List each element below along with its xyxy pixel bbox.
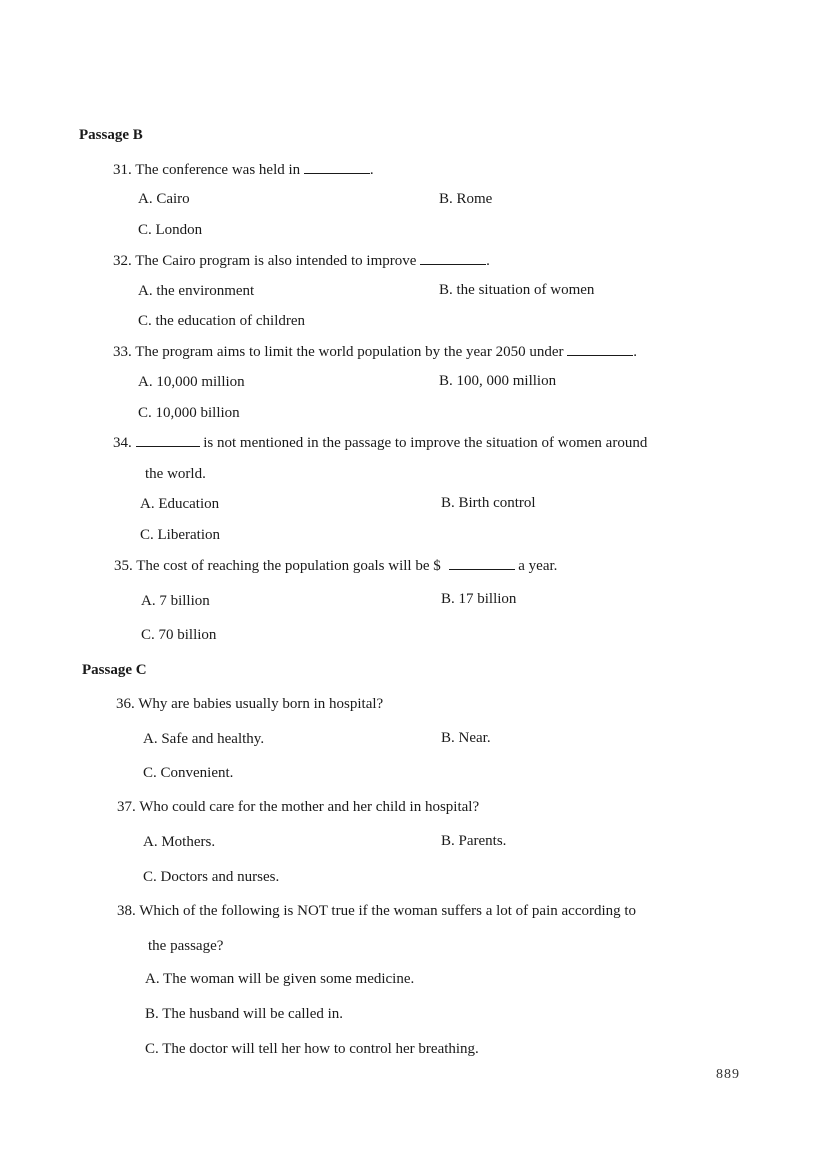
- option-36-b: B. Near.: [441, 730, 491, 746]
- question-36-stem: [116, 696, 383, 713]
- option-32-a: A. the environment: [138, 283, 255, 299]
- page-number: 889: [716, 1067, 740, 1082]
- question-32-stem: [113, 252, 490, 270]
- question-text: Who could care for the mother and her child in hospital?: [139, 799, 480, 815]
- option-33-c: C. 10,000 billion: [138, 405, 240, 421]
- question-35-stem: [114, 557, 557, 575]
- question-text-end: a year.: [518, 558, 558, 574]
- option-37-b: B. Parents.: [441, 833, 507, 849]
- question-number: 38.: [117, 903, 136, 919]
- answer-blank: [449, 557, 515, 570]
- question-number: 33.: [113, 344, 132, 360]
- option-34-a: A. Education: [140, 496, 220, 512]
- question-text: Why are babies usually born in hospital?: [138, 696, 384, 712]
- option-35-a: A. 7 billion: [141, 593, 210, 609]
- option-35-c: C. 70 billion: [141, 627, 217, 643]
- option-34-c: C. Liberation: [140, 527, 220, 543]
- option-38-a: A. The woman will be given some medicine.: [145, 971, 415, 987]
- option-32-b: B. the situation of women: [439, 282, 595, 298]
- question-34-stem: [113, 434, 647, 452]
- option-36-c: C. Convenient.: [143, 765, 234, 781]
- question-number: 34.: [113, 435, 132, 451]
- answer-blank: [420, 252, 486, 265]
- option-34-b: B. Birth control: [441, 495, 536, 511]
- answer-blank: [304, 161, 370, 174]
- option-31-a: A. Cairo: [138, 191, 190, 207]
- option-37-a: A. Mothers.: [143, 834, 216, 850]
- question-38-stem-continued: the passage?: [148, 938, 224, 954]
- question-number: 36.: [116, 696, 135, 712]
- question-31-stem: [113, 161, 374, 179]
- passage-b-heading: Passage B: [79, 127, 143, 143]
- question-number: 37.: [117, 799, 136, 815]
- answer-blank: [136, 434, 200, 447]
- option-36-a: A. Safe and healthy.: [143, 731, 265, 747]
- option-38-b: B. The husband will be called in.: [145, 1006, 344, 1022]
- option-32-c: C. the education of children: [138, 313, 306, 329]
- question-33-stem: [113, 343, 637, 361]
- question-text-end: .: [633, 344, 637, 360]
- question-38-stem: [117, 903, 636, 920]
- answer-blank: [567, 343, 633, 356]
- question-text-end: .: [369, 162, 374, 178]
- question-37-stem: [117, 799, 479, 816]
- question-text: is not mentioned in the passage to improve the situation of women around: [203, 435, 648, 451]
- question-text: The program aims to limit the world population by the year 2050 under: [135, 344, 564, 360]
- option-38-c: C. The doctor will tell her how to control her breathing.: [145, 1041, 479, 1057]
- question-number: 32.: [113, 253, 132, 269]
- option-33-a: A. 10,000 million: [138, 374, 245, 390]
- question-text: The cost of reaching the population goals will be $: [136, 558, 441, 574]
- question-text: The Cairo program is also intended to improve: [135, 253, 417, 269]
- question-text: Which of the following is NOT true if the woman suffers a lot of pain according to: [139, 903, 637, 919]
- question-number: 31.: [113, 162, 132, 178]
- option-31-c: C. London: [138, 222, 203, 238]
- option-33-b: B. 100, 000 million: [439, 373, 557, 389]
- question-number: 35.: [114, 558, 133, 574]
- option-31-b: B. Rome: [439, 191, 493, 207]
- question-text-end: .: [486, 253, 490, 269]
- option-37-c: C. Doctors and nurses.: [143, 869, 280, 885]
- passage-c-heading: Passage C: [82, 662, 147, 678]
- option-35-b: B. 17 billion: [441, 591, 517, 607]
- question-text: The conference was held in: [135, 162, 301, 178]
- question-34-stem-continued: the world.: [145, 466, 206, 482]
